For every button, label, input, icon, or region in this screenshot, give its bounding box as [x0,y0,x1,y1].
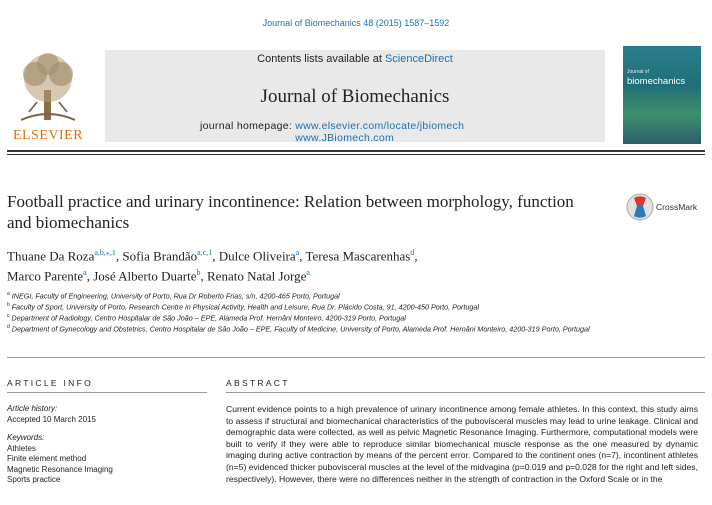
abstract-rule [226,392,705,393]
author-name[interactable]: Renato Natal Jorge [207,268,307,284]
homepage-link-jbiomech[interactable]: www.JBiomech.com [295,132,395,144]
keywords-label: Keywords: [7,433,45,442]
sciencedirect-link[interactable]: ScienceDirect [384,53,453,65]
author-affiliation-marker[interactable]: a [83,267,87,277]
author-name[interactable]: Teresa Mascarenhas [305,248,411,264]
author-separator: , [299,248,306,264]
keyword-item: Finite element method [7,454,87,463]
affiliation-marker: a [7,291,10,297]
cover-small-text: Journal of [627,69,649,75]
history-label: Article history: [7,404,58,413]
affiliation-text: Faculty of Sport, University of Porto, Research Centre in Physical Activity, Health and Leisure, Rua Dr. Plácido Costa, 91, 4200-450 Porto, Portugal [11,302,479,312]
affiliation-text: Department of Radiology, Centro Hospitalar de São João – EPE, Alameda Prof. Hernâni Monteiro, 4200-319 Porto, Portugal [11,313,406,323]
author-name[interactable]: Thuane Da Roza [7,248,95,264]
affiliation-item [7,312,697,323]
author-affiliation-marker[interactable]: a,b,⁎,1 [94,248,116,257]
journal-banner [105,50,605,142]
elsevier-logo[interactable] [7,46,89,144]
header-rule-thin [7,154,705,155]
author-affiliation-marker[interactable]: b [196,267,201,277]
crossmark-badge[interactable] [626,193,706,223]
author-affiliation-marker[interactable]: a [295,248,300,257]
affiliation-item [7,323,697,334]
article-info [7,404,207,486]
affiliation-marker: b [7,301,10,308]
keyword-item: Athletes [7,443,36,453]
affiliations [7,290,697,334]
journal-cover[interactable] [623,46,701,144]
affiliation-text: Department of Gynecology and Obstetrics, Centro Hospitalar de São João – EPE, Faculty of Medicine, University of Porto, Alameda Prof. Hernâni Monteiro, 4200-319 Porto, Portugal [11,324,590,334]
journal-citation[interactable]: Journal of Biomechanics 48 (2015) 1587–1592 [262,18,450,28]
publisher-name: ELSEVIER [12,128,84,143]
article-info-rule [7,392,207,393]
author-name[interactable]: Dulce Oliveira [218,248,296,264]
author-separator: , [86,268,94,284]
journal-name: Journal of Biomechanics [260,86,450,107]
contents-line [105,53,605,65]
affiliation-marker: c [7,312,10,319]
author-separator: , [414,248,418,264]
crossmark-icon [626,193,654,221]
tree-icon [11,50,85,124]
affiliation-item [7,301,697,312]
author-name[interactable]: José Alberto Duarte [93,268,197,284]
homepage-link-elsevier[interactable]: www.elsevier.com/locate/jbiomech [295,120,465,132]
journal-header [7,44,705,148]
author-name[interactable]: Marco Parente [7,268,84,284]
keyword-item: Sports practice [7,475,61,484]
cover-title [627,66,685,87]
article-info-heading: ARTICLE INFO [7,378,94,388]
header-rule [7,150,705,152]
keyword-item: Magnetic Resonance Imaging [7,464,113,474]
author-affiliation-marker[interactable]: d [410,248,415,257]
section-divider [7,357,705,358]
author-name[interactable]: Sofia Brandão [122,248,198,264]
abstract-heading: ABSTRACT [226,378,290,388]
affiliation-text: INEGI, Faculty of Engineering, University of Porto, Rua Dr Roberto Frias, s/n, 4200-465 Porto, Portugal [11,291,340,301]
cover-journal-name: biomechanics [627,76,686,87]
abstract-text: Current evidence points to a high prevalence of urinary incontinence among female athletes. In this context, this study aims to assess if structural and biomechanical characteristics of the pubovisceral muscles may lead to urine leakage. Clinical and demographic data were collected, as well as pelvic Magnetic Resonance Imaging. Furthermore, computational models were built to verify if they were able to reproduce similar biomechanical muscle response as the one measured by dynamic imaging during active contraction by means of the percent error. Compared to the continent ones (n=7), incontinent athletes (n=5) evidenced thicker pubovisceral muscles at the level of the midvagina (p=0.019 and p=0.028 for the right and left sides, respectively). However, there were no differences neither in the strength of contraction in the Oxford Scale or in the [226,404,698,484]
author-affiliation-marker[interactable]: a [306,267,310,277]
homepage-label: journal homepage: [200,120,296,132]
journal-homepage [200,120,464,144]
author-separator: , [212,248,219,264]
crossmark-label: CrossMark [656,202,698,212]
author-list [7,245,607,285]
affiliation-item [7,290,697,301]
affiliation-marker: d [7,323,10,330]
article-title: Football practice and urinary incontinence: Relation between morphology, function and biomechanics [7,192,574,232]
author-separator: , [115,248,123,264]
author-separator: , [200,268,207,284]
author-affiliation-marker[interactable]: a,c,1 [197,248,213,257]
contents-prefix: Contents lists available at [257,53,385,65]
accepted-date: Accepted 10 March 2015 [7,414,96,424]
